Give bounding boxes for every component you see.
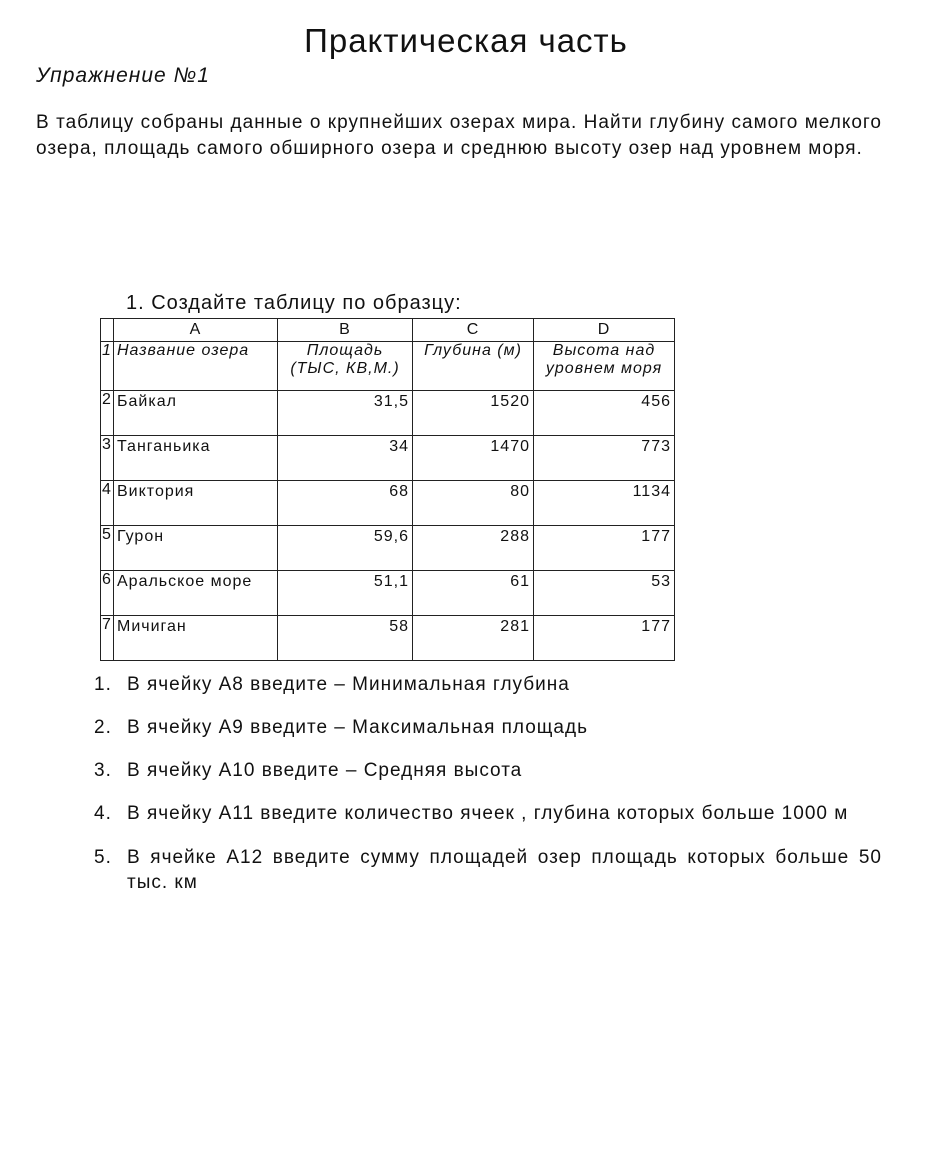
table-row bbox=[101, 436, 675, 481]
lake-depth: 80 bbox=[413, 481, 534, 526]
table-row bbox=[101, 481, 675, 526]
lake-depth: 61 bbox=[413, 571, 534, 616]
page-title: Практическая часть bbox=[304, 22, 628, 59]
lake-name: Гурон bbox=[114, 526, 278, 571]
row-number: 3 bbox=[101, 436, 114, 481]
header-row bbox=[101, 342, 675, 391]
lake-area: 34 bbox=[278, 436, 413, 481]
task-list bbox=[94, 672, 882, 895]
lake-area: 68 bbox=[278, 481, 413, 526]
table-row bbox=[101, 616, 675, 661]
lake-name: Мичиган bbox=[114, 616, 278, 661]
task-number: 3. bbox=[94, 760, 112, 781]
intro-paragraph: В таблицу собраны данные о крупнейших озерах мира. Найти глубину самого мелкого озера, площадь самого обширного озера и среднюю высоту озер над уровнем моря. bbox=[36, 112, 882, 159]
lake-depth: 1470 bbox=[413, 436, 534, 481]
step-create-table: 1. Создайте таблицу по образцу: bbox=[126, 292, 462, 314]
header-area: Площадь (ТЫС, КВ,М.) bbox=[278, 342, 413, 391]
lakes-table bbox=[100, 318, 675, 661]
lake-height: 773 bbox=[534, 436, 675, 481]
task-item bbox=[94, 758, 882, 783]
lake-height: 177 bbox=[534, 616, 675, 661]
row-number: 5 bbox=[101, 526, 114, 571]
lake-depth: 281 bbox=[413, 616, 534, 661]
col-letter-b: B bbox=[278, 319, 413, 342]
task-text: В ячейку А10 введите – Средняя высота bbox=[127, 760, 523, 781]
lake-height: 53 bbox=[534, 571, 675, 616]
col-letter-a: A bbox=[114, 319, 278, 342]
exercise-heading: Упражнение №1 bbox=[36, 64, 210, 87]
table-row bbox=[101, 526, 675, 571]
task-text: В ячейку А8 введите – Минимальная глубина bbox=[127, 674, 570, 695]
lake-height: 177 bbox=[534, 526, 675, 571]
row-number: 1 bbox=[101, 342, 114, 391]
lake-area: 58 bbox=[278, 616, 413, 661]
task-number: 2. bbox=[94, 717, 112, 738]
col-letter-c: C bbox=[413, 319, 534, 342]
lake-area: 59,6 bbox=[278, 526, 413, 571]
task-text: В ячейку А9 введите – Максимальная площадь bbox=[127, 717, 588, 738]
row-number: 4 bbox=[101, 481, 114, 526]
col-letter-d: D bbox=[534, 319, 675, 342]
row-number: 7 bbox=[101, 616, 114, 661]
header-depth: Глубина (м) bbox=[413, 342, 534, 391]
header-name: Название озера bbox=[114, 342, 278, 391]
header-height: Высота над уровнем моря bbox=[534, 342, 675, 391]
task-text: В ячейку А11 введите количество ячеек , глубина которых больше 1000 м bbox=[127, 803, 849, 824]
task-item bbox=[94, 801, 882, 826]
lake-height: 1134 bbox=[534, 481, 675, 526]
lake-name: Байкал bbox=[114, 391, 278, 436]
lake-depth: 1520 bbox=[413, 391, 534, 436]
task-item bbox=[94, 672, 882, 697]
lake-name: Танганьика bbox=[114, 436, 278, 481]
task-text: В ячейке А12 введите сумму площадей озер площадь которых больше 50 тыс. км bbox=[127, 847, 882, 893]
lake-depth: 288 bbox=[413, 526, 534, 571]
task-item bbox=[94, 845, 882, 895]
task-item bbox=[94, 715, 882, 740]
lake-height: 456 bbox=[534, 391, 675, 436]
lake-name: Виктория bbox=[114, 481, 278, 526]
lake-area: 51,1 bbox=[278, 571, 413, 616]
task-number: 5. bbox=[94, 847, 112, 868]
lake-area: 31,5 bbox=[278, 391, 413, 436]
lake-name: Аральское море bbox=[114, 571, 278, 616]
row-number: 2 bbox=[101, 391, 114, 436]
task-number: 4. bbox=[94, 803, 112, 824]
column-letter-row bbox=[101, 319, 675, 342]
table-row bbox=[101, 391, 675, 436]
table-row bbox=[101, 571, 675, 616]
corner-cell bbox=[101, 319, 114, 342]
row-number: 6 bbox=[101, 571, 114, 616]
task-number: 1. bbox=[94, 674, 112, 695]
